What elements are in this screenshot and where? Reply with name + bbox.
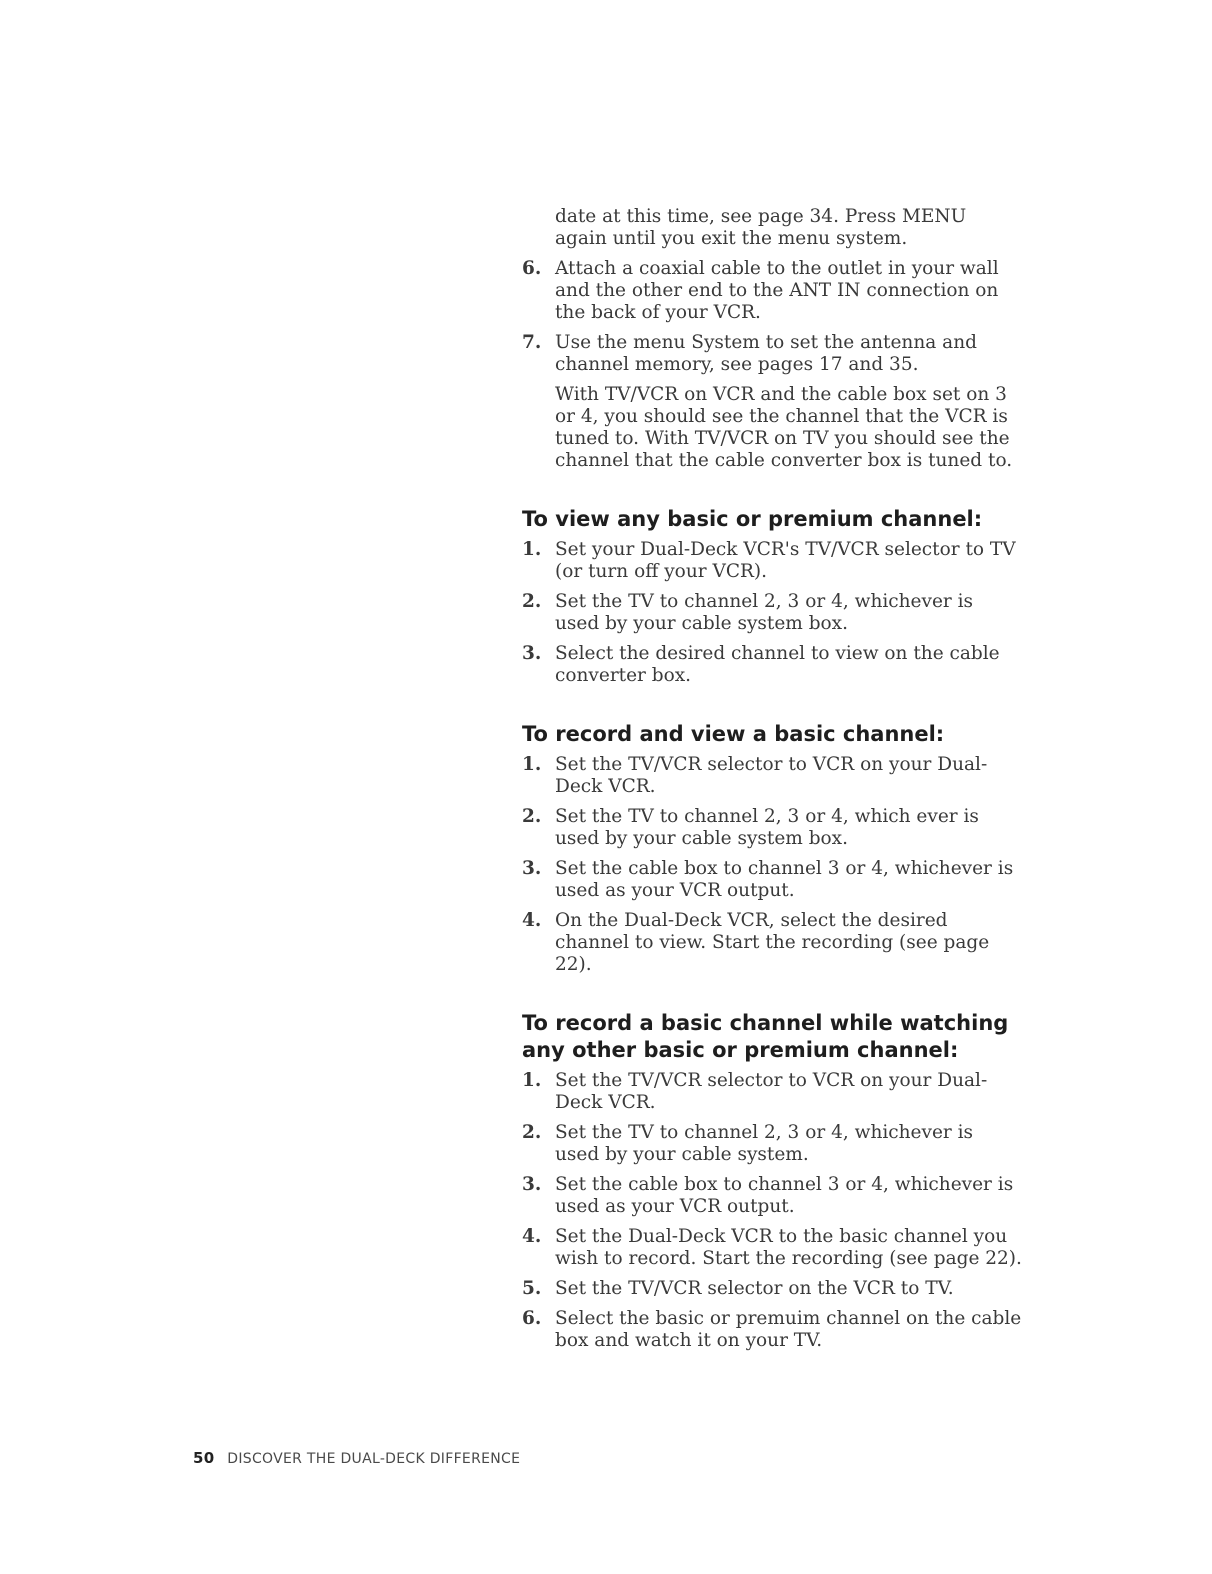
step-text: Select the basic or premuim channel on the cable box and watch it on your TV.	[555, 1308, 1022, 1351]
list-item	[522, 1070, 1022, 1114]
step-text: Use the menu System to set the antenna and channel memory, see pages 17 and 35.	[555, 332, 977, 375]
list-item	[522, 643, 1022, 687]
step-number: 2.	[522, 806, 542, 827]
step-number: 6.	[522, 1308, 542, 1329]
continued-text: date at this time, see page 34. Press MENU again until you exit the menu system.	[555, 206, 967, 249]
steps-list	[522, 754, 1022, 976]
steps-list	[522, 539, 1022, 687]
step-number: 5.	[522, 1278, 542, 1299]
step-number: 1.	[522, 754, 542, 775]
list-item	[522, 332, 1022, 376]
list-item	[522, 1226, 1022, 1270]
step-number: 4.	[522, 1226, 542, 1247]
section-heading: To record a basic channel while watching any other basic or premium channel:	[522, 1011, 1009, 1062]
step-text: Select the desired channel to view on the cable converter box.	[555, 643, 1000, 686]
list-item	[522, 1122, 1022, 1166]
page-footer	[193, 1449, 520, 1467]
list-item	[522, 910, 1022, 976]
step-number: 1.	[522, 539, 542, 560]
section-heading: To record and view a basic channel:	[522, 722, 945, 746]
step-text: Set the cable box to channel 3 or 4, whichever is used as your VCR output.	[555, 1174, 1014, 1217]
step-text: Set the cable box to channel 3 or 4, whichever is used as your VCR output.	[555, 858, 1014, 901]
step-number: 1.	[522, 1070, 542, 1091]
step-number: 7.	[522, 332, 542, 353]
step-text: Set the TV/VCR selector on the VCR to TV.	[555, 1278, 954, 1299]
page-number: 50	[193, 1449, 215, 1467]
step-number: 3.	[522, 858, 542, 879]
step-number: 2.	[522, 1122, 542, 1143]
step-text: Set the TV to channel 2, 3 or 4, whichever is used by your cable system box.	[555, 591, 974, 634]
step-number: 2.	[522, 591, 542, 612]
step-text: On the Dual-Deck VCR, select the desired channel to view. Start the recording (see page 22).	[555, 910, 990, 975]
step-text: Set the Dual-Deck VCR to the basic channel you wish to record. Start the recording (see page 22).	[555, 1226, 1022, 1269]
list-item	[522, 806, 1022, 850]
list-item	[522, 754, 1022, 798]
continued-steps	[522, 258, 1022, 376]
step-number: 6.	[522, 258, 542, 279]
list-item	[522, 1308, 1022, 1352]
step-number: 3.	[522, 643, 542, 664]
step-text: Set the TV to channel 2, 3 or 4, which ever is used by your cable system box.	[555, 806, 979, 849]
step-text: Set the TV to channel 2, 3 or 4, whichever is used by your cable system.	[555, 1122, 974, 1165]
list-item	[522, 858, 1022, 902]
list-item	[522, 1278, 1022, 1300]
list-item	[522, 258, 1022, 324]
section-heading: To view any basic or premium channel:	[522, 507, 983, 531]
note-paragraph: With TV/VCR on VCR and the cable box set on 3 or 4, you should see the channel that the VCR is tuned to. With TV/VCR on TV you should see the channel that the cable converter box is tuned to.	[555, 384, 1013, 471]
step-text: Attach a coaxial cable to the outlet in your wall and the other end to the ANT IN connection on the back of your VCR.	[555, 258, 999, 323]
step-text: Set your Dual-Deck VCR's TV/VCR selector to TV (or turn off your VCR).	[555, 539, 1016, 582]
step-text: Set the TV/VCR selector to VCR on your Dual-Deck VCR.	[555, 754, 988, 797]
step-number: 3.	[522, 1174, 542, 1195]
step-text: Set the TV/VCR selector to VCR on your Dual-Deck VCR.	[555, 1070, 988, 1113]
running-title: DISCOVER THE DUAL-DECK DIFFERENCE	[227, 1451, 521, 1467]
steps-list	[522, 1070, 1022, 1352]
main-column	[522, 206, 1022, 1352]
list-item	[522, 539, 1022, 583]
list-item	[522, 1174, 1022, 1218]
list-item	[522, 591, 1022, 635]
step-number: 4.	[522, 910, 542, 931]
